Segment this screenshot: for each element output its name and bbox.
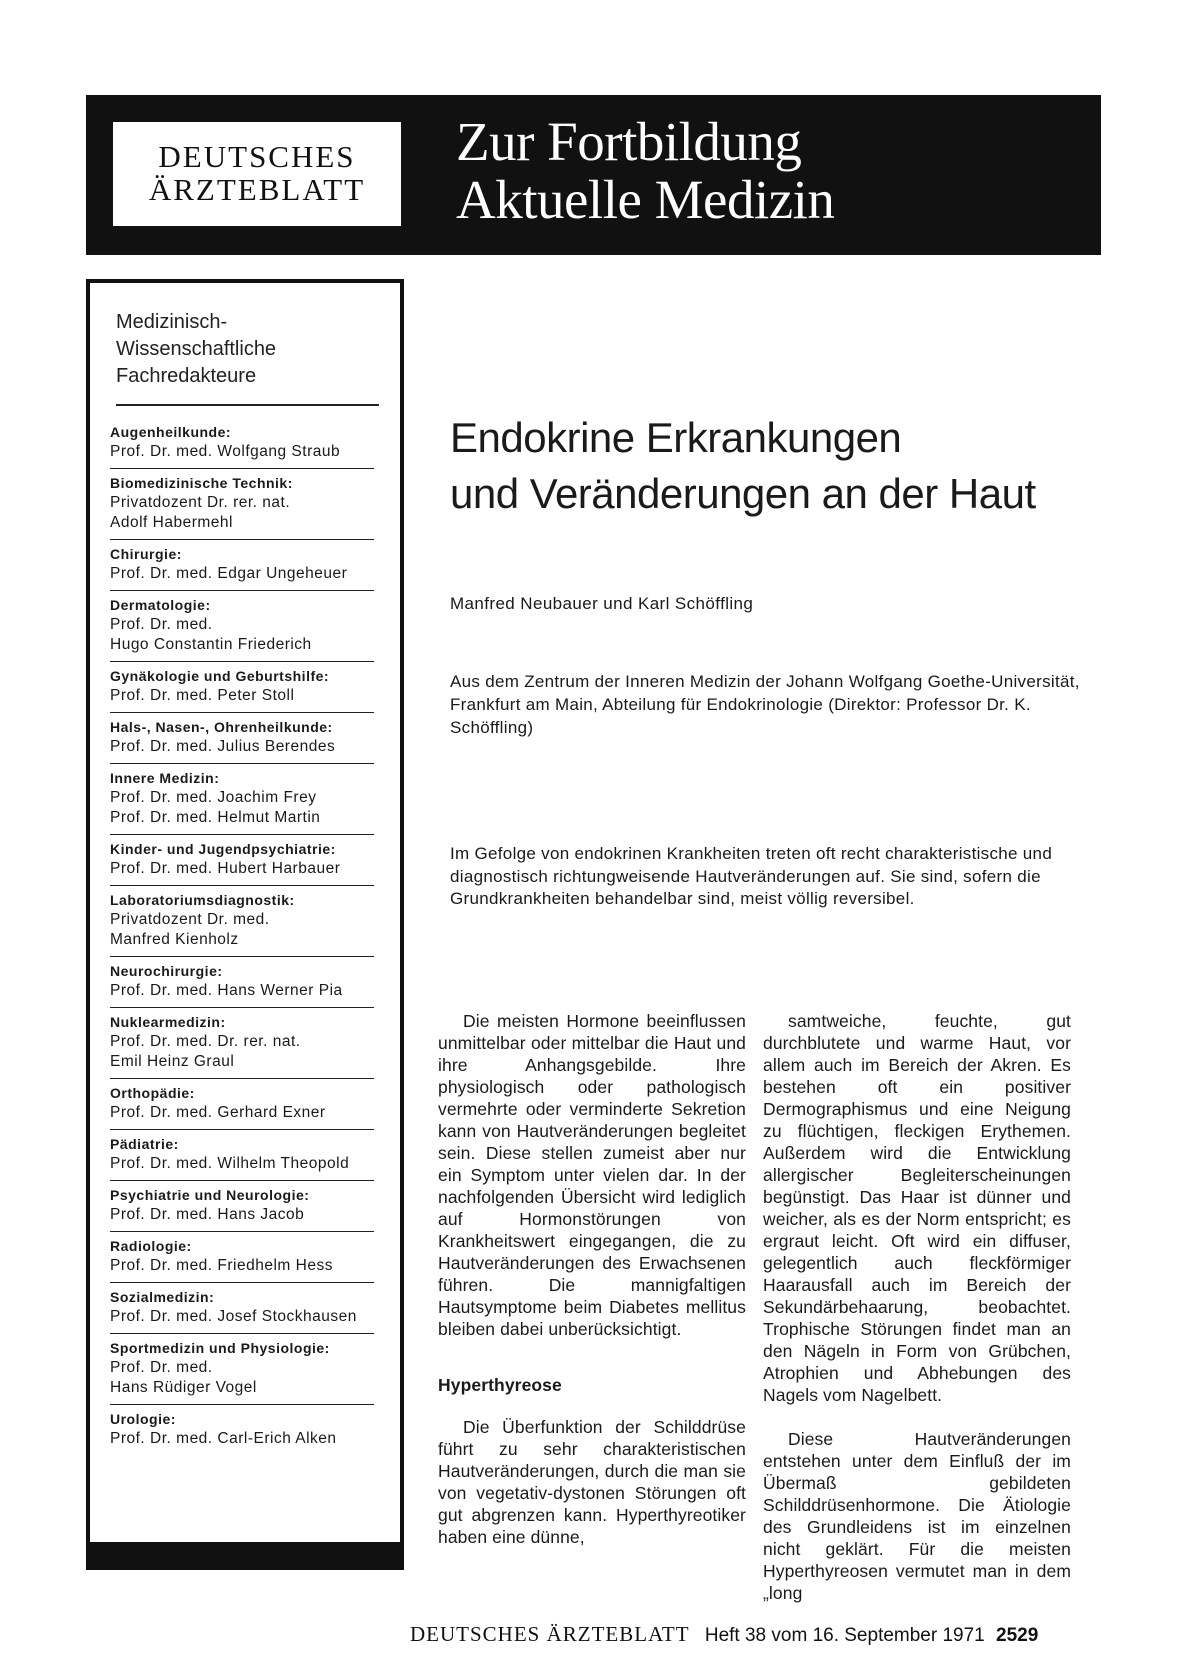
section-title-line-2: Aktuelle Medizin [456, 169, 835, 230]
editor-name: Prof. Dr. med. [110, 1359, 213, 1376]
editor-name: Prof. Dr. med. Helmut Martin [110, 809, 321, 826]
specialty-name: Kinder- und Jugendpsychiatrie: [110, 841, 336, 857]
footer-issue: Heft 38 vom 16. September 1971 [704, 1625, 985, 1646]
editor-section [110, 764, 374, 835]
article-abstract: Im Gefolge von endokrinen Krankheiten treten oft recht charakteristische und diagnostisch richtungweisende Hautveränderungen auf. Sie sind, sofern die Grundkrankheiten behandelbar sind, meist völlig reversibel. [450, 844, 1053, 908]
article-title [450, 410, 1100, 522]
editor-name: Prof. Dr. med. Edgar Ungeheuer [110, 565, 348, 582]
sidebar-heading-line: Wissenschaftliche [116, 338, 277, 360]
body-paragraph: Diese Hautveränderungen entstehen unter dem Einfluß der im Übermaß gebildeten Schilddrüsenhormone. Die Ätiologie des Grundleidens ist im einzelnen nicht geklärt. Für die meisten Hyperthyreosen vermutet man in dem „long [763, 1429, 1071, 1603]
editor-name: Prof. Dr. med. Hans Werner Pia [110, 982, 343, 999]
editor-section [110, 1079, 374, 1130]
editor-name: Prof. Dr. med. Wolfgang Straub [110, 443, 341, 460]
editor-section [110, 540, 374, 591]
editor-name: Adolf Habermehl [110, 514, 233, 531]
editor-section [110, 1130, 374, 1181]
specialty-name: Neurochirurgie: [110, 963, 223, 979]
editor-name: Privatdozent Dr. med. [110, 911, 270, 928]
editor-name: Prof. Dr. med. [110, 616, 213, 633]
section-title-line-1: Zur Fortbildung [456, 111, 802, 172]
specialty-name: Biomedizinische Technik: [110, 475, 293, 491]
specialty-name: Chirurgie: [110, 546, 182, 562]
editor-section [110, 835, 374, 886]
sidebar-heading [116, 309, 379, 406]
editor-section [110, 957, 374, 1008]
editor-name: Hans Rüdiger Vogel [110, 1379, 257, 1396]
page-footer [410, 1622, 1038, 1647]
editor-section [110, 418, 374, 469]
editor-name: Prof. Dr. med. Gerhard Exner [110, 1104, 326, 1121]
specialty-name: Sportmedizin und Physiologie: [110, 1340, 330, 1356]
editor-name: Prof. Dr. med. Joachim Frey [110, 789, 317, 806]
article-affiliation: Aus dem Zentrum der Inneren Medizin der Johann Wolfgang Goethe-Universität, Frankfurt am Main, Abteilung für Endokrinologie (Direktor: Professor Dr. K. Schöffling) [450, 672, 1080, 737]
body-column-left [438, 1010, 746, 1548]
header-banner [86, 95, 1101, 255]
specialty-name: Radiologie: [110, 1238, 192, 1254]
body-paragraph: samtweiche, feuchte, gut durchblutete und warme Haut, vor allem auch im Bereich der Akren. Es bestehen oft ein positiver Dermographismus und eine Neigung zu flüchtigen, fleckigen Erythemen. Außerdem wird die Entwicklung allergischer Begleiterscheinungen begünstigt. Das Haar ist dünner und weicher, als es der Norm entspricht; es ergraut leicht. Oft wird ein diffuser, gelegentlich auch fleckförmiger Haarausfall auch im Bereich der Sekundärbehaarung, beobachtet. Trophische Störungen findet man an den Nägeln in Form von Grübchen, Atrophien und Abhebungen des Nagels vom Nagelbett. [763, 1011, 1071, 1405]
editor-section [110, 886, 374, 957]
editor-name: Prof. Dr. med. Carl-Erich Alken [110, 1430, 337, 1447]
editor-name: Hugo Constantin Friederich [110, 636, 312, 653]
editor-section [110, 1232, 374, 1283]
article-authors: Manfred Neubauer und Karl Schöffling [450, 594, 754, 613]
masthead-line-2: ÄRZTEBLATT [148, 172, 366, 207]
editor-section [110, 713, 374, 764]
specialty-name: Gynäkologie und Geburtshilfe: [110, 668, 330, 684]
body-paragraph: Die Überfunktion der Schilddrüse führt zu sehr charakteristischen Hautveränderungen, durch die man sie von vegetativ-dystonen Störungen oft gut abgrenzen kann. Hyperthyreotiker haben eine dünne, [438, 1417, 746, 1547]
subheading: Hyperthyreose [438, 1375, 562, 1395]
editor-name: Prof. Dr. med. Julius Berendes [110, 738, 336, 755]
body-column-right [763, 1010, 1071, 1604]
editor-section [110, 1283, 374, 1334]
page-number: 2529 [996, 1625, 1039, 1646]
specialty-name: Urologie: [110, 1411, 176, 1427]
editor-section [110, 591, 374, 662]
journal-masthead [113, 122, 401, 226]
specialty-name: Pädiatrie: [110, 1136, 179, 1152]
specialty-name: Augenheilkunde: [110, 424, 232, 440]
footer-publication: DEUTSCHES ÄRZTEBLATT [410, 1622, 690, 1646]
specialty-name: Laboratoriumsdiagnostik: [110, 892, 295, 908]
editor-name: Prof. Dr. med. Friedhelm Hess [110, 1257, 333, 1274]
specialty-name: Nuklearmedizin: [110, 1014, 226, 1030]
specialty-name: Dermatologie: [110, 597, 211, 613]
article-title-line-2: und Veränderungen an der Haut [450, 470, 1036, 517]
editor-name: Manfred Kienholz [110, 931, 239, 948]
editor-section [110, 662, 374, 713]
editors-sidebar [86, 279, 404, 1570]
editor-name: Privatdozent Dr. rer. nat. [110, 494, 291, 511]
article-title-line-1: Endokrine Erkrankungen [450, 414, 902, 461]
specialty-name: Orthopädie: [110, 1085, 195, 1101]
editor-section [110, 1008, 374, 1079]
editor-section [110, 1405, 374, 1455]
editor-name: Prof. Dr. med. Peter Stoll [110, 687, 295, 704]
editor-name: Prof. Dr. med. Hans Jacob [110, 1206, 305, 1223]
editor-section-list [110, 418, 374, 1455]
editor-name: Prof. Dr. med. Wilhelm Theopold [110, 1155, 350, 1172]
specialty-name: Innere Medizin: [110, 770, 220, 786]
specialty-name: Sozialmedizin: [110, 1289, 215, 1305]
sidebar-heading-line: Fachredakteure [116, 365, 257, 387]
editor-name: Prof. Dr. med. Dr. rer. nat. [110, 1033, 301, 1050]
masthead-line-1: DEUTSCHES [158, 139, 356, 174]
editor-section [110, 1334, 374, 1405]
editor-section [110, 1181, 374, 1232]
specialty-name: Hals-, Nasen-, Ohrenheilkunde: [110, 719, 333, 735]
sidebar-heading-line: Medizinisch- [116, 311, 228, 333]
specialty-name: Psychiatrie und Neurologie: [110, 1187, 310, 1203]
section-title [456, 113, 834, 229]
body-paragraph: Die meisten Hormone beeinflussen unmittelbar oder mittelbar die Haut und ihre Anhangsgebilde. Ihre physiologisch oder pathologisch vermehrte oder verminderte Sekretion kann von Hautveränderungen begleitet sein. Diese stellen zumeist aber nur ein Symptom unter vielen dar. In der nachfolgenden Übersicht wird lediglich auf Hormonstörungen von Krankheitswert eingegangen, die zu Hautveränderungen des Erwachsenen führen. Die mannigfaltigen Hautsymptome beim Diabetes mellitus bleiben dabei unberücksichtigt. [438, 1011, 746, 1339]
editor-name: Emil Heinz Graul [110, 1053, 235, 1070]
editor-section [110, 469, 374, 540]
editor-name: Prof. Dr. med. Hubert Harbauer [110, 860, 341, 877]
editor-name: Prof. Dr. med. Josef Stockhausen [110, 1308, 357, 1325]
